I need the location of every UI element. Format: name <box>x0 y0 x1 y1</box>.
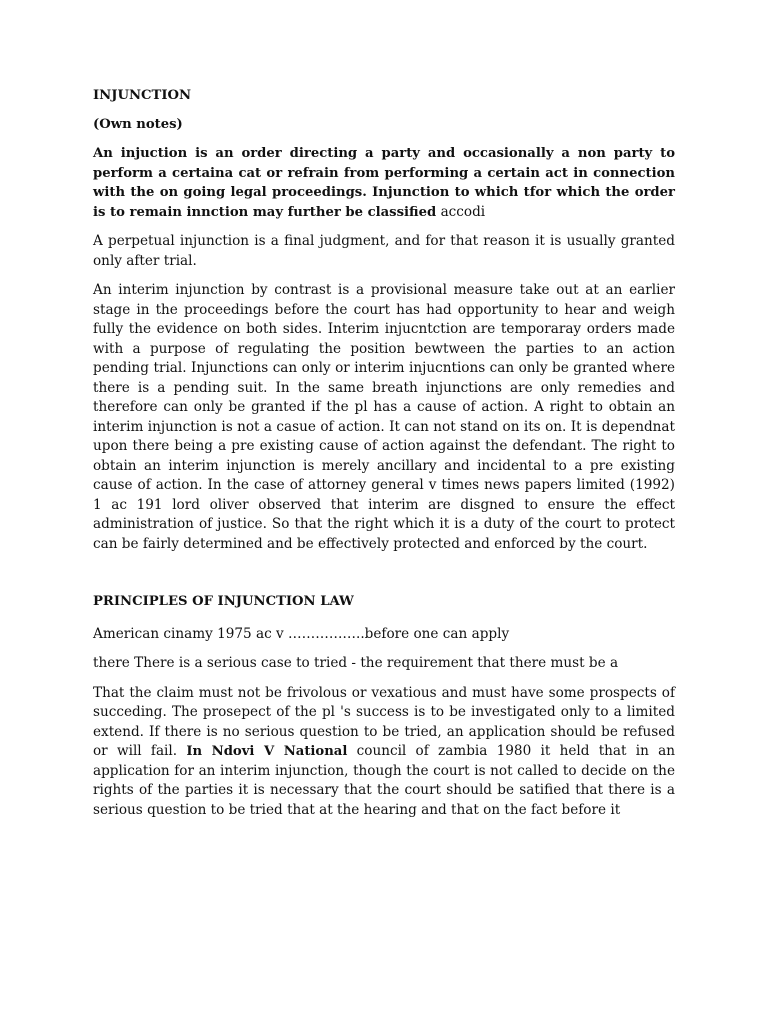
claim-paragraph <box>93 684 675 821</box>
document-title: INJUNCTION <box>93 88 192 103</box>
document-page <box>93 86 675 820</box>
american-paragraph: American cinamy 1975 ac v ……………..before one can apply <box>93 625 510 642</box>
interim-paragraph: An interim injunction by contrast is a provisional measure take out at an earlier stage in the proceedings before the court has had opportunity to hear and weigh fully the evidence on both sides. Interim injucntction are temporaray orders made with a purpose of regulating the position bewtween the parties to an action pending trial. Injunctions can only or interim injucntions can only be granted where there is a pending suit. In the same breath injunctions are only remedies and therefore can only be granted if the pl has a cause of action. A right to obtain an interim injunction is not a casue of action. It can not stand on its on. It is dependnat upon there being a pre existing cause of action against the defendant. The right to obtain an interim injunction is merely ancillary and incidental to a pre existing cause of action. In the case of attorney general v times news papers limited (1992) 1 ac 191 lord oliver observed that interim are disgned to ensure the effect administration of justice. So that the right which it is a duty of the court to protect can be fairly determined and be effectively protected and enforced by the court. <box>93 282 675 552</box>
principles-heading: PRINCIPLES OF INJUNCTION LAW <box>93 594 354 609</box>
claim-end-text: council of zambia 1980 it held that in an application for an interim injunction, though the court is not called to decide on the rights of the parties it is necessary that the court should be satified that there is a serious question to be tried that at the hearing and that on the fact before it <box>93 743 676 818</box>
intro-paragraph <box>93 144 675 222</box>
document-subtitle: (Own notes) <box>93 116 183 132</box>
intro-tail-text: accodi <box>440 203 486 220</box>
intro-bold-text: An injuction is an order directing a party and occasionally a non party to perform a certaina cat or refrain from performing a certain act in connection with the on going legal proceedings. Injunction to which tfor which the order is to remain innction may further be classified <box>93 146 675 220</box>
there-paragraph: there There is a serious case to tried - the requirement that there must be a <box>93 655 619 671</box>
case-name-text: In Ndovi V National <box>186 744 348 759</box>
perpetual-paragraph: A perpetual injunction is a final judgment, and for that reason it is usually granted only after trial. <box>93 233 675 269</box>
claim-start-text: That the claim must not be frivolous or vexatious and must have some prospects of succeding. The prosepect of the pl 's success is to be investigated only to a limited extend. If there is no serious question to be tried, an application should be refused or will fail. <box>93 684 675 759</box>
